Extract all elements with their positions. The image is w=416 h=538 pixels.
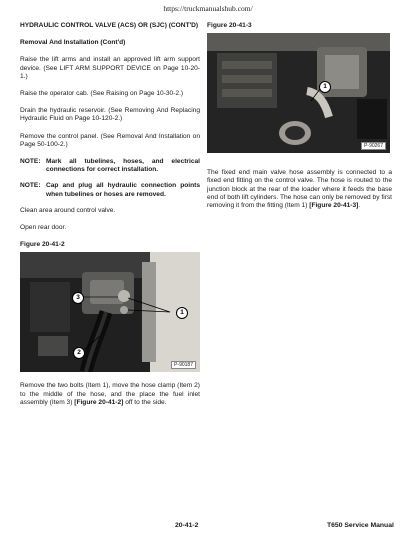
figure-caption (20, 382, 200, 407)
note-text: Mark all tubelines, hoses, and electrical connections for correct installation. (46, 158, 200, 174)
step-remove-panel: Remove the control panel. (See Removal And Installation on Page 50-100-2.) (20, 132, 200, 148)
step-drain-reservoir: Drain the hydraulic reservoir. (See Removing And Replacing Hydraulic Fluid on Page 10-120-2.) (20, 107, 200, 123)
caption-text: Remove the two bolts (Item 1), move the hose clamp (Item 2) to the middle of the hose, and the place the fuel inlet assembly (Item 3) (20, 382, 200, 406)
note-mark-tubelines (20, 158, 200, 174)
note-label: NOTE: (20, 182, 41, 190)
page-number: 20-41-2 (175, 522, 199, 529)
photo-id: P-90187 (171, 361, 196, 369)
header-url[interactable]: https://truckmanualshub.com/ (163, 4, 253, 13)
figure-reference[interactable]: [Figure 20-41-2] (74, 398, 124, 406)
right-column (207, 22, 392, 219)
callout-1: 1 (319, 81, 331, 93)
left-column (20, 22, 200, 416)
section-title: HYDRAULIC CONTROL VALVE (ACS) OR (SJC) (CONT'D) (20, 22, 199, 29)
caption-end: off to the side. (125, 398, 167, 406)
note-cap-plug (20, 182, 200, 198)
description-text: The fixed end main valve hose assembly is connected to a fixed end fitting on the control valve. The hose is routed to the junction block at the rear of the loader where it feeds the base end of both lift cylinders. The hose can only be removed by first removing it from the fitting (Item 1) (207, 169, 392, 210)
step-lift-arms: Raise the lift arms and install an approved lift arm support device. (See LIFT ARM SUPPORT DEVICE on Page 10-20-1.) (20, 56, 200, 80)
note-label: NOTE: (20, 158, 41, 166)
valve-hose-description (207, 169, 392, 210)
description-end: . (358, 202, 361, 210)
figure-reference[interactable]: [Figure 20-41-3] (309, 202, 359, 210)
valve-photo-illustration (207, 33, 390, 153)
section-subtitle: Removal And Installation (Cont'd) (20, 39, 126, 47)
callout-1: 1 (176, 307, 188, 319)
photo-id: P-90267 (361, 142, 386, 150)
figure-photo-fuel-inlet (20, 252, 200, 372)
callout-3: 3 (72, 292, 84, 304)
note-text: Cap and plug all hydraulic connection points when tubelines or hoses are removed. (46, 182, 200, 198)
engine-photo-illustration (20, 252, 200, 372)
step-clean-area: Clean area around control valve. (20, 206, 116, 214)
figure-label: Figure 20-41-3 (207, 22, 252, 29)
manual-title: T650 Service Manual (327, 522, 394, 529)
figure-photo-valve-hose (207, 33, 390, 153)
figure-label: Figure 20-41-2 (20, 241, 65, 249)
step-raise-cab: Raise the operator cab. (See Raising on Page 10-30-2.) (20, 90, 184, 98)
step-open-door: Open rear door. (20, 224, 67, 232)
callout-2: 2 (73, 347, 85, 359)
